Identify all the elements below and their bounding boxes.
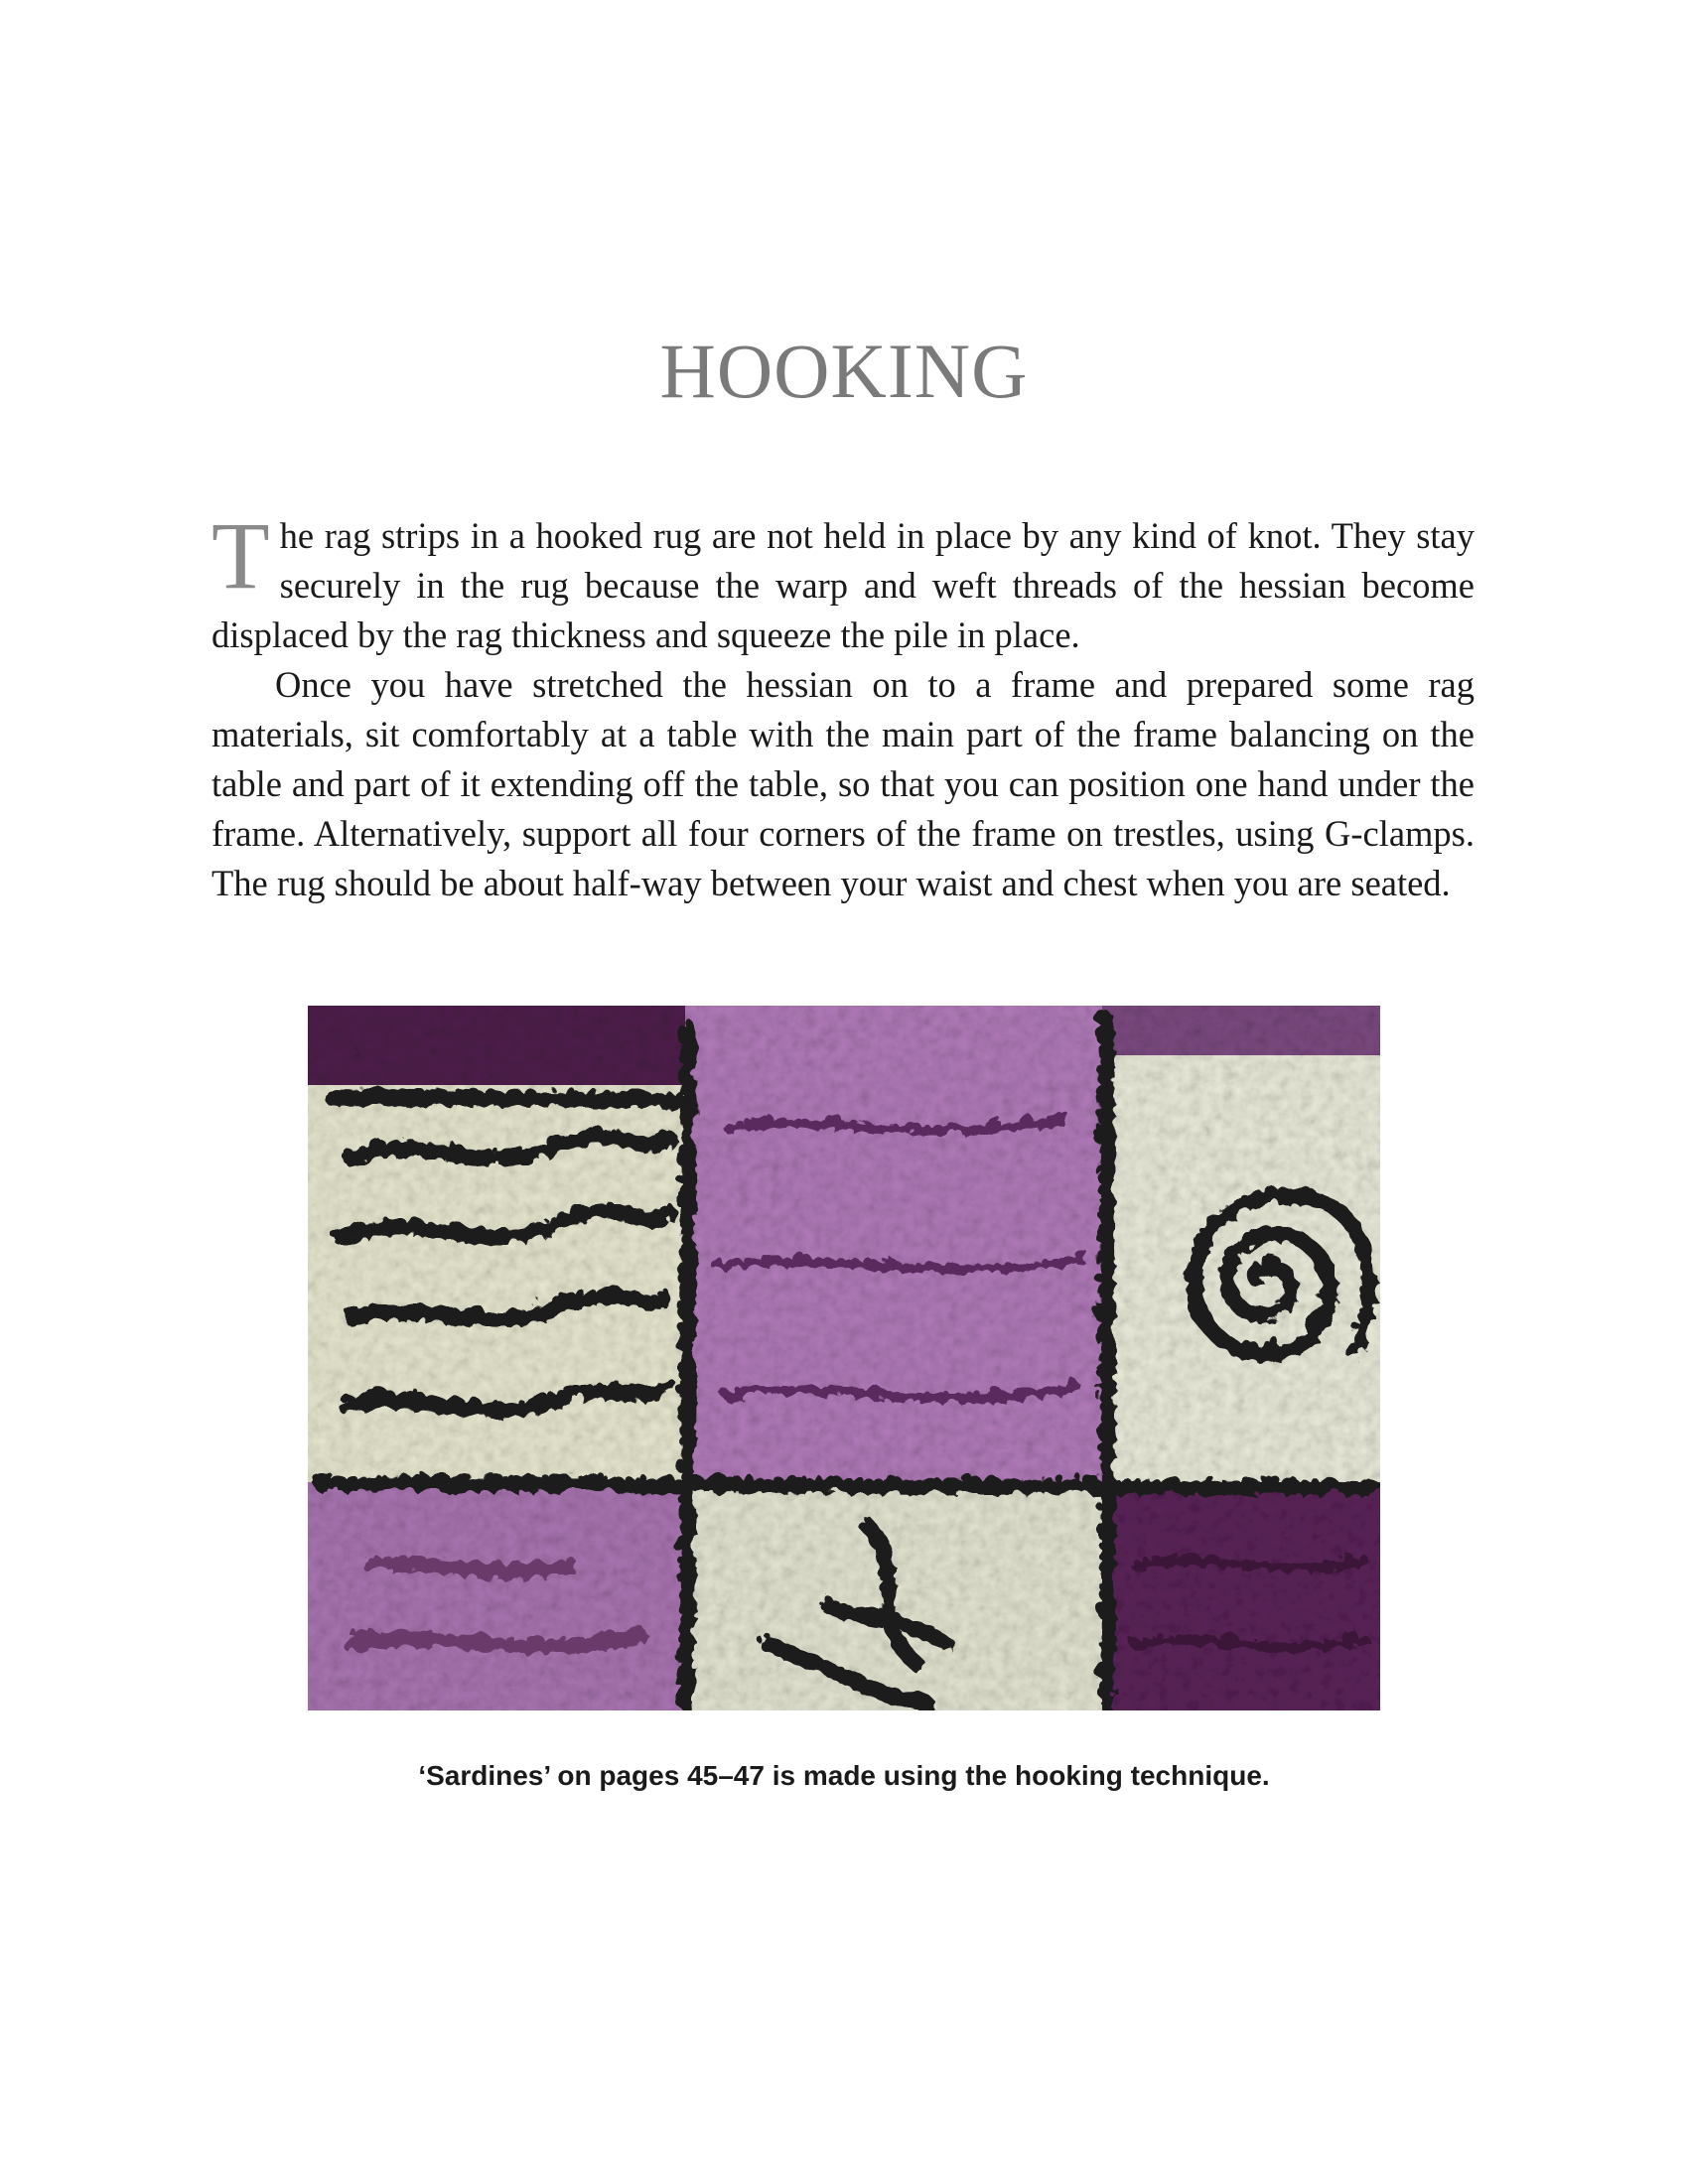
drop-cap: T	[211, 502, 270, 609]
paragraph-2: Once you have stretched the hessian on to a frame and prepared some rag materials, sit comfortably at a table with the main part of the frame balancing on the table and part of it extending off the table, so that you can position one hand under the frame. Alternatively, support all four corners of the frame on trestles, using G-clamps. The rug should be about half-way between your waist and chest when you are seated.	[211, 664, 1475, 903]
rug-illustration	[308, 1006, 1380, 1710]
paragraph-1	[211, 502, 1475, 660]
page-title: HOOKING	[659, 328, 1029, 414]
rug-tile-bottom-right	[1102, 1482, 1380, 1710]
rug-tile-bottom-left	[308, 1482, 685, 1710]
paragraph-1-text: he rag strips in a hooked rug are not held in place by any kind of knot. They stay securely in the rug because the warp and weft threads of the hessian become displaced by the rag thickness and squeeze the pile in place.	[211, 515, 1475, 655]
rug-tile-bottom-middle	[685, 1482, 1102, 1710]
rug-tile-top-middle	[685, 1006, 1102, 1482]
figure-caption: ‘Sardines’ on pages 45–47 is made using the hooking technique.	[418, 1760, 1270, 1791]
rug-border-vertical-left	[683, 1025, 685, 1701]
rug-border-horizontal	[318, 1480, 1370, 1484]
rug-tile-cream-right	[1102, 1055, 1380, 1482]
rug-border-top	[328, 1093, 675, 1097]
body-text	[211, 502, 1475, 908]
rug-photo	[308, 1006, 1380, 1710]
rug-border-vertical-right	[1102, 1016, 1104, 1701]
